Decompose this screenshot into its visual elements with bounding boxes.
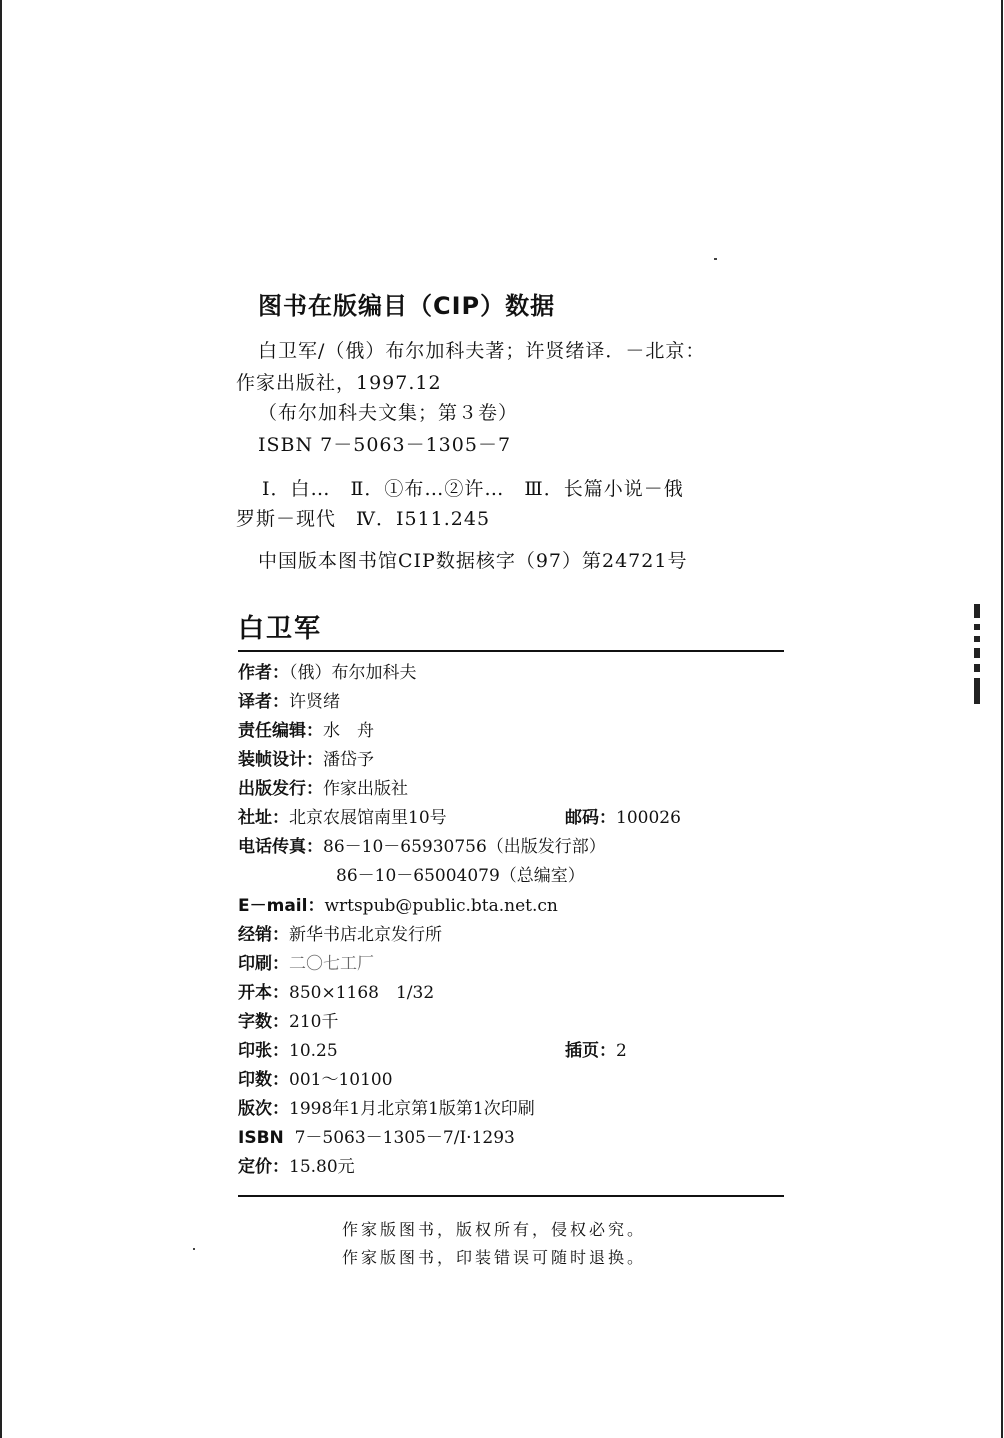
cip-line: ISBN 7－5063－1305－7 — [258, 434, 512, 456]
printrun-row — [238, 1069, 393, 1091]
designer-row — [238, 749, 374, 771]
scan-speck — [714, 258, 717, 260]
scan-left-edge — [0, 0, 2, 1438]
translator-row — [238, 691, 340, 713]
edition-label: 版次： — [238, 1099, 289, 1119]
copyright-notice: 作家版图书，版权所有，侵权必究。 — [342, 1220, 647, 1239]
postcode-value: 100026 — [616, 808, 681, 828]
address-label: 社址： — [238, 808, 289, 828]
price-row — [238, 1156, 355, 1178]
wordcount-label: 字数： — [238, 1012, 289, 1032]
editor-row — [238, 720, 374, 742]
phone-value: 86－10－65930756（出版发行部） — [323, 837, 606, 857]
author-row — [238, 662, 417, 684]
printrun-label: 印数： — [238, 1070, 289, 1090]
divider-rule — [238, 650, 784, 652]
publisher-label: 出版发行： — [238, 779, 323, 799]
distributor-row — [238, 924, 442, 946]
phone-row — [238, 836, 606, 858]
address-row — [238, 807, 447, 829]
sheets-row — [238, 1040, 338, 1062]
price-label: 定价： — [238, 1157, 289, 1177]
distributor-label: 经销： — [238, 925, 289, 945]
postcode-label: 邮码： — [565, 808, 616, 828]
email-value: wrtspub@public.bta.net.cn — [324, 896, 558, 916]
phone-row-2 — [336, 865, 585, 887]
format-label: 开本： — [238, 983, 289, 1003]
sheets-value: 10.25 — [289, 1041, 338, 1061]
plates-value: 2 — [616, 1041, 627, 1061]
author-value: （俄）布尔加科夫 — [289, 663, 417, 683]
cip-line: 白卫军/（俄）布尔加科夫著；许贤绪译．－北京： — [258, 340, 706, 362]
replacement-notice: 作家版图书，印装错误可随时退换。 — [342, 1248, 647, 1267]
plates-row — [565, 1040, 627, 1062]
isbn-label: ISBN — [238, 1128, 284, 1148]
cip-heading: 图书在版编目（CIP）数据 — [258, 292, 556, 320]
book-title: 白卫军 — [238, 614, 323, 644]
cip-line: 罗斯－现代 Ⅳ．I511.245 — [236, 508, 491, 530]
isbn-value: 7－5063－1305－7/I·1293 — [294, 1128, 515, 1148]
author-label: 作者： — [238, 663, 289, 683]
printrun-value: 001～10100 — [289, 1070, 393, 1090]
postcode-row — [565, 807, 681, 829]
cip-line: 作家出版社，1997.12 — [236, 372, 442, 394]
email-label: E－mail： — [238, 896, 325, 916]
designer-label: 装帧设计： — [238, 750, 323, 770]
cip-line: 中国版本图书馆CIP数据核字（97）第24721号 — [258, 550, 688, 572]
printer-row — [238, 953, 374, 975]
printer-value: 二〇七工厂 — [289, 954, 374, 974]
printer-label: 印刷： — [238, 954, 289, 974]
phone-label: 电话传真： — [238, 837, 323, 857]
wordcount-value: 210千 — [289, 1012, 339, 1032]
cip-line: （布尔加科夫文集；第３卷） — [258, 402, 519, 424]
wordcount-row — [238, 1011, 338, 1033]
translator-value: 许贤绪 — [289, 692, 340, 712]
edition-value: 1998年1月北京第1版第1次印刷 — [289, 1099, 535, 1119]
translator-label: 译者： — [238, 692, 289, 712]
scan-right-edge — [1001, 0, 1003, 1438]
divider-rule — [238, 1195, 784, 1197]
cip-line: Ⅰ．白… Ⅱ．①布…②许… Ⅲ．长篇小说－俄 — [262, 478, 684, 500]
format-row — [238, 982, 434, 1004]
binding-marks — [974, 604, 982, 704]
sheets-label: 印张： — [238, 1041, 289, 1061]
format-value: 850×1168 1/32 — [289, 983, 435, 1003]
distributor-value: 新华书店北京发行所 — [289, 925, 442, 945]
editor-value: 水 舟 — [323, 721, 374, 741]
isbn-row — [238, 1127, 515, 1149]
email-row — [238, 895, 558, 917]
designer-value: 潘岱予 — [323, 750, 374, 770]
plates-label: 插页： — [565, 1041, 616, 1061]
address-value: 北京农展馆南里10号 — [289, 808, 447, 828]
editor-label: 责任编辑： — [238, 721, 323, 741]
publisher-row — [238, 778, 408, 800]
price-value: 15.80元 — [289, 1157, 355, 1177]
publisher-value: 作家出版社 — [323, 779, 408, 799]
phone-value: 86－10－65004079（总编室） — [336, 866, 585, 886]
edition-row — [238, 1098, 535, 1120]
scan-speck — [193, 1248, 195, 1250]
